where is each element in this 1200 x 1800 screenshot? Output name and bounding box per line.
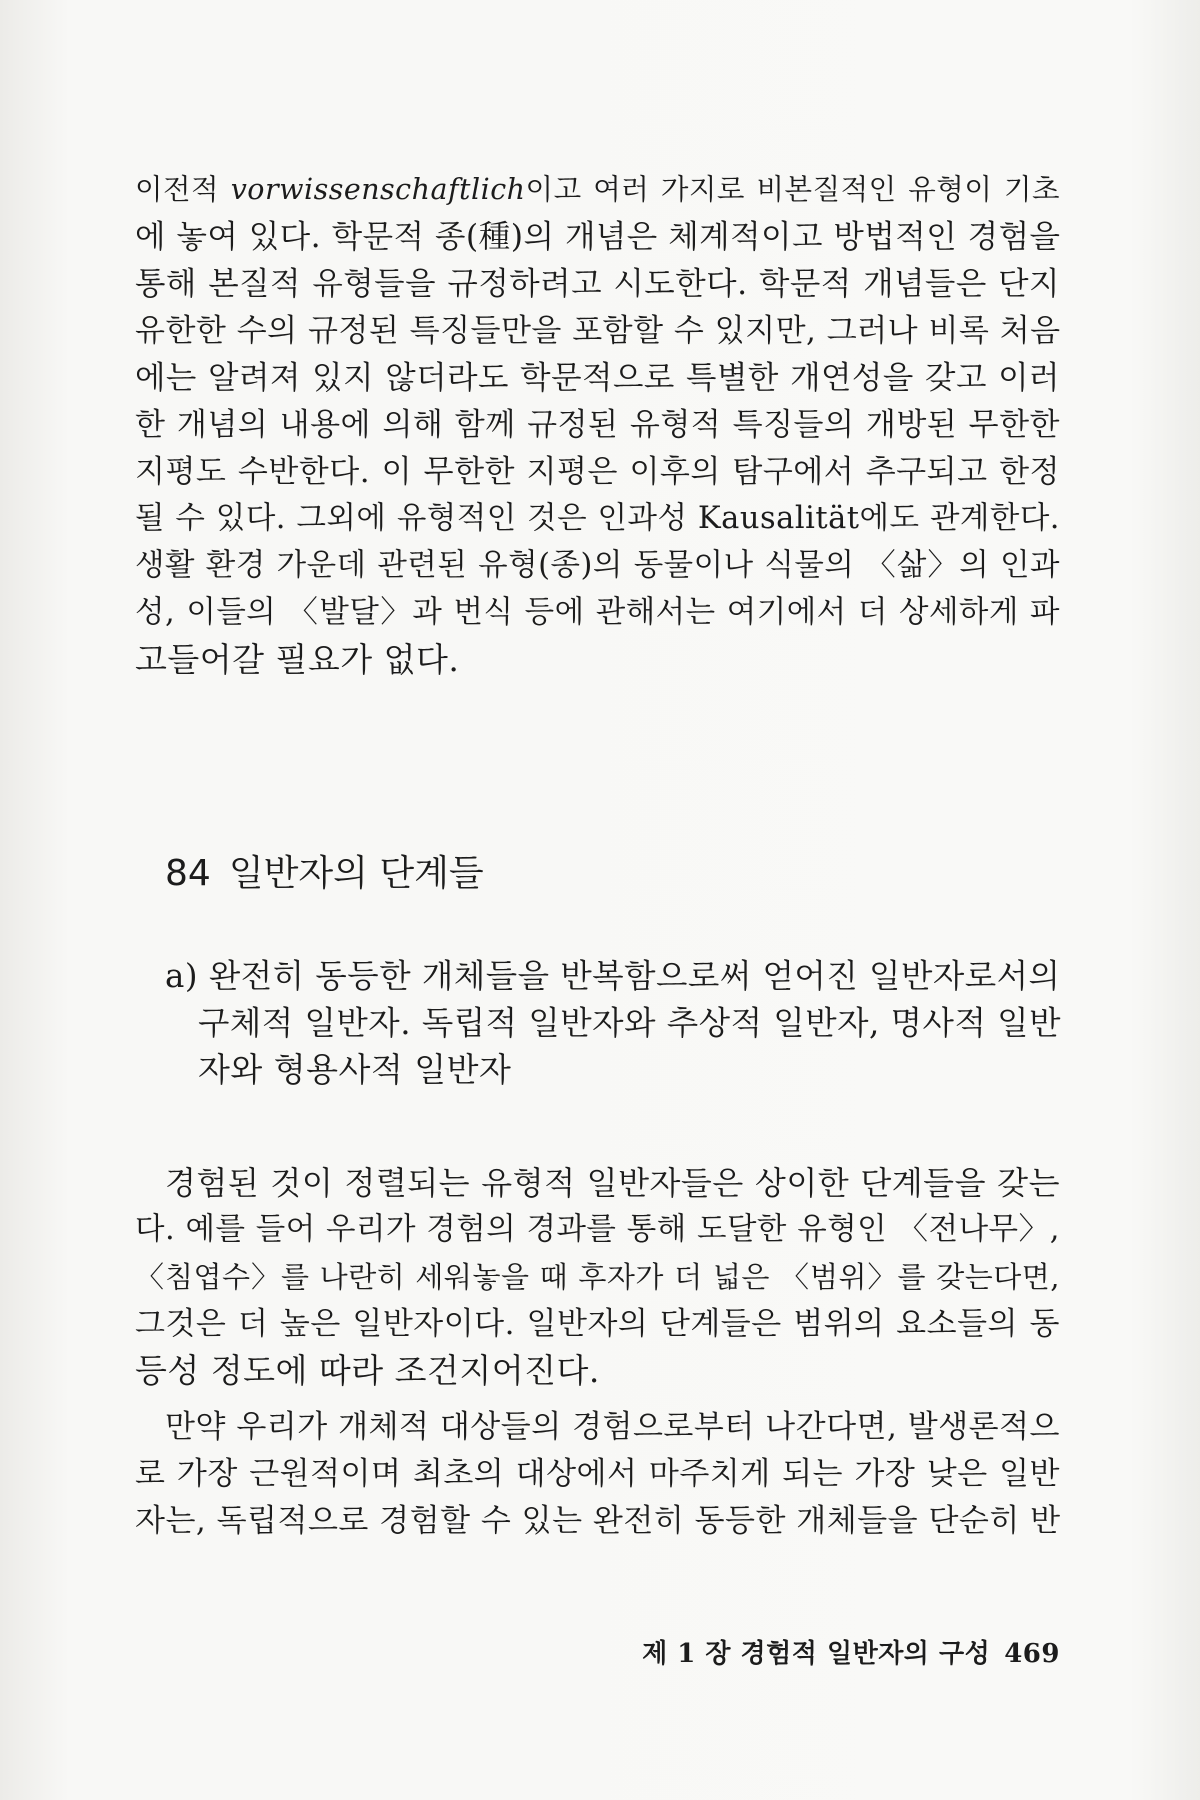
paragraph-1-line: 통해 본질적 유형들을 규정하려고 시도한다. 학문적 개념들은 단지: [135, 266, 1060, 302]
section-heading: [165, 852, 484, 896]
paragraph-1-line: 생활 환경 가운데 관련된 유형(종)의 동물이나 식물의 〈삶〉의 인과: [135, 548, 1060, 583]
paragraph-2-line: 그것은 더 높은 일반자이다. 일반자의 단계들은 범위의 요소들의 동: [135, 1306, 1060, 1342]
paragraph-1-line: 에는 알려져 있지 않더라도 학문적으로 특별한 개연성을 갖고 이러: [135, 360, 1060, 396]
paragraph-2-line: 경험된 것이 정렬되는 유형적 일반자들은 상이한 단계들을 갖는: [165, 1164, 1060, 1202]
paragraph-2-line: 〈침엽수〉를 나란히 세워놓을 때 후자가 더 넓은 〈범위〉를 갖는다면,: [135, 1260, 1060, 1294]
page-number: 469: [1004, 1639, 1060, 1669]
paragraph-1-line: 성, 이들의 〈발달〉과 번식 등에 관해서는 여기에서 더 상세하게 파: [135, 595, 1060, 630]
paragraph-1-line: 될 수 있다. 그외에 유형적인 것은 인과성 Kausalität에도 관계한다.: [135, 501, 1060, 536]
running-head: 제 1 장 경험적 일반자의 구성: [642, 1639, 991, 1669]
paragraph-1-line: 유한한 수의 규정된 특징들만을 포함할 수 있지만, 그러나 비록 처음: [135, 313, 1061, 349]
section-number: 84: [165, 853, 211, 894]
paragraph-1-line-1: [135, 170, 1060, 210]
subsection-a-line: 자와 형용사적 일반자: [198, 1050, 512, 1089]
paragraph-2-line: 다. 예를 들어 우리가 경험의 경과를 통해 도달한 유형인 〈전나무〉,: [135, 1212, 1060, 1247]
paragraph-3-line: 만약 우리가 개체적 대상들의 경험으로부터 나간다면, 발생론적으: [165, 1409, 1060, 1445]
subsection-a-line: a) 완전히 동등한 개체들을 반복함으로써 얻어진 일반자로서의: [165, 957, 1061, 995]
german-term: vorwissenschaftlich: [230, 173, 526, 206]
paragraph-3-line: 로 가장 근원적이며 최초의 대상에서 마주치게 되는 가장 낮은 일반: [135, 1456, 1060, 1492]
text-run: 이고 여러 가지로 비본질적인 유형이 기초: [525, 173, 1061, 206]
paragraph-1-line: 고들어갈 필요가 없다.: [135, 640, 460, 679]
paragraph-3-line: 자는, 독립적으로 경험할 수 있는 완전히 동등한 개체들을 단순히 반: [135, 1503, 1061, 1539]
paragraph-2-line: 등성 정도에 따라 조건지어진다.: [135, 1351, 600, 1390]
paragraph-1-line: 한 개념의 내용에 의해 함께 규정된 유형적 특징들의 개방된 무한한: [135, 407, 1060, 443]
page-footer: [642, 1633, 1060, 1670]
paragraph-1-line: 에 놓여 있다. 학문적 종(種)의 개념은 체계적이고 방법적인 경험을: [135, 219, 1061, 255]
section-title: 일반자의 단계들: [228, 853, 484, 894]
text-run: 이전적: [135, 173, 231, 206]
subsection-a-line: 구체적 일반자. 독립적 일반자와 추상적 일반자, 명사적 일반: [198, 1004, 1061, 1042]
paragraph-1-line: 지평도 수반한다. 이 무한한 지평은 이후의 탐구에서 추구되고 한정: [135, 454, 1060, 490]
